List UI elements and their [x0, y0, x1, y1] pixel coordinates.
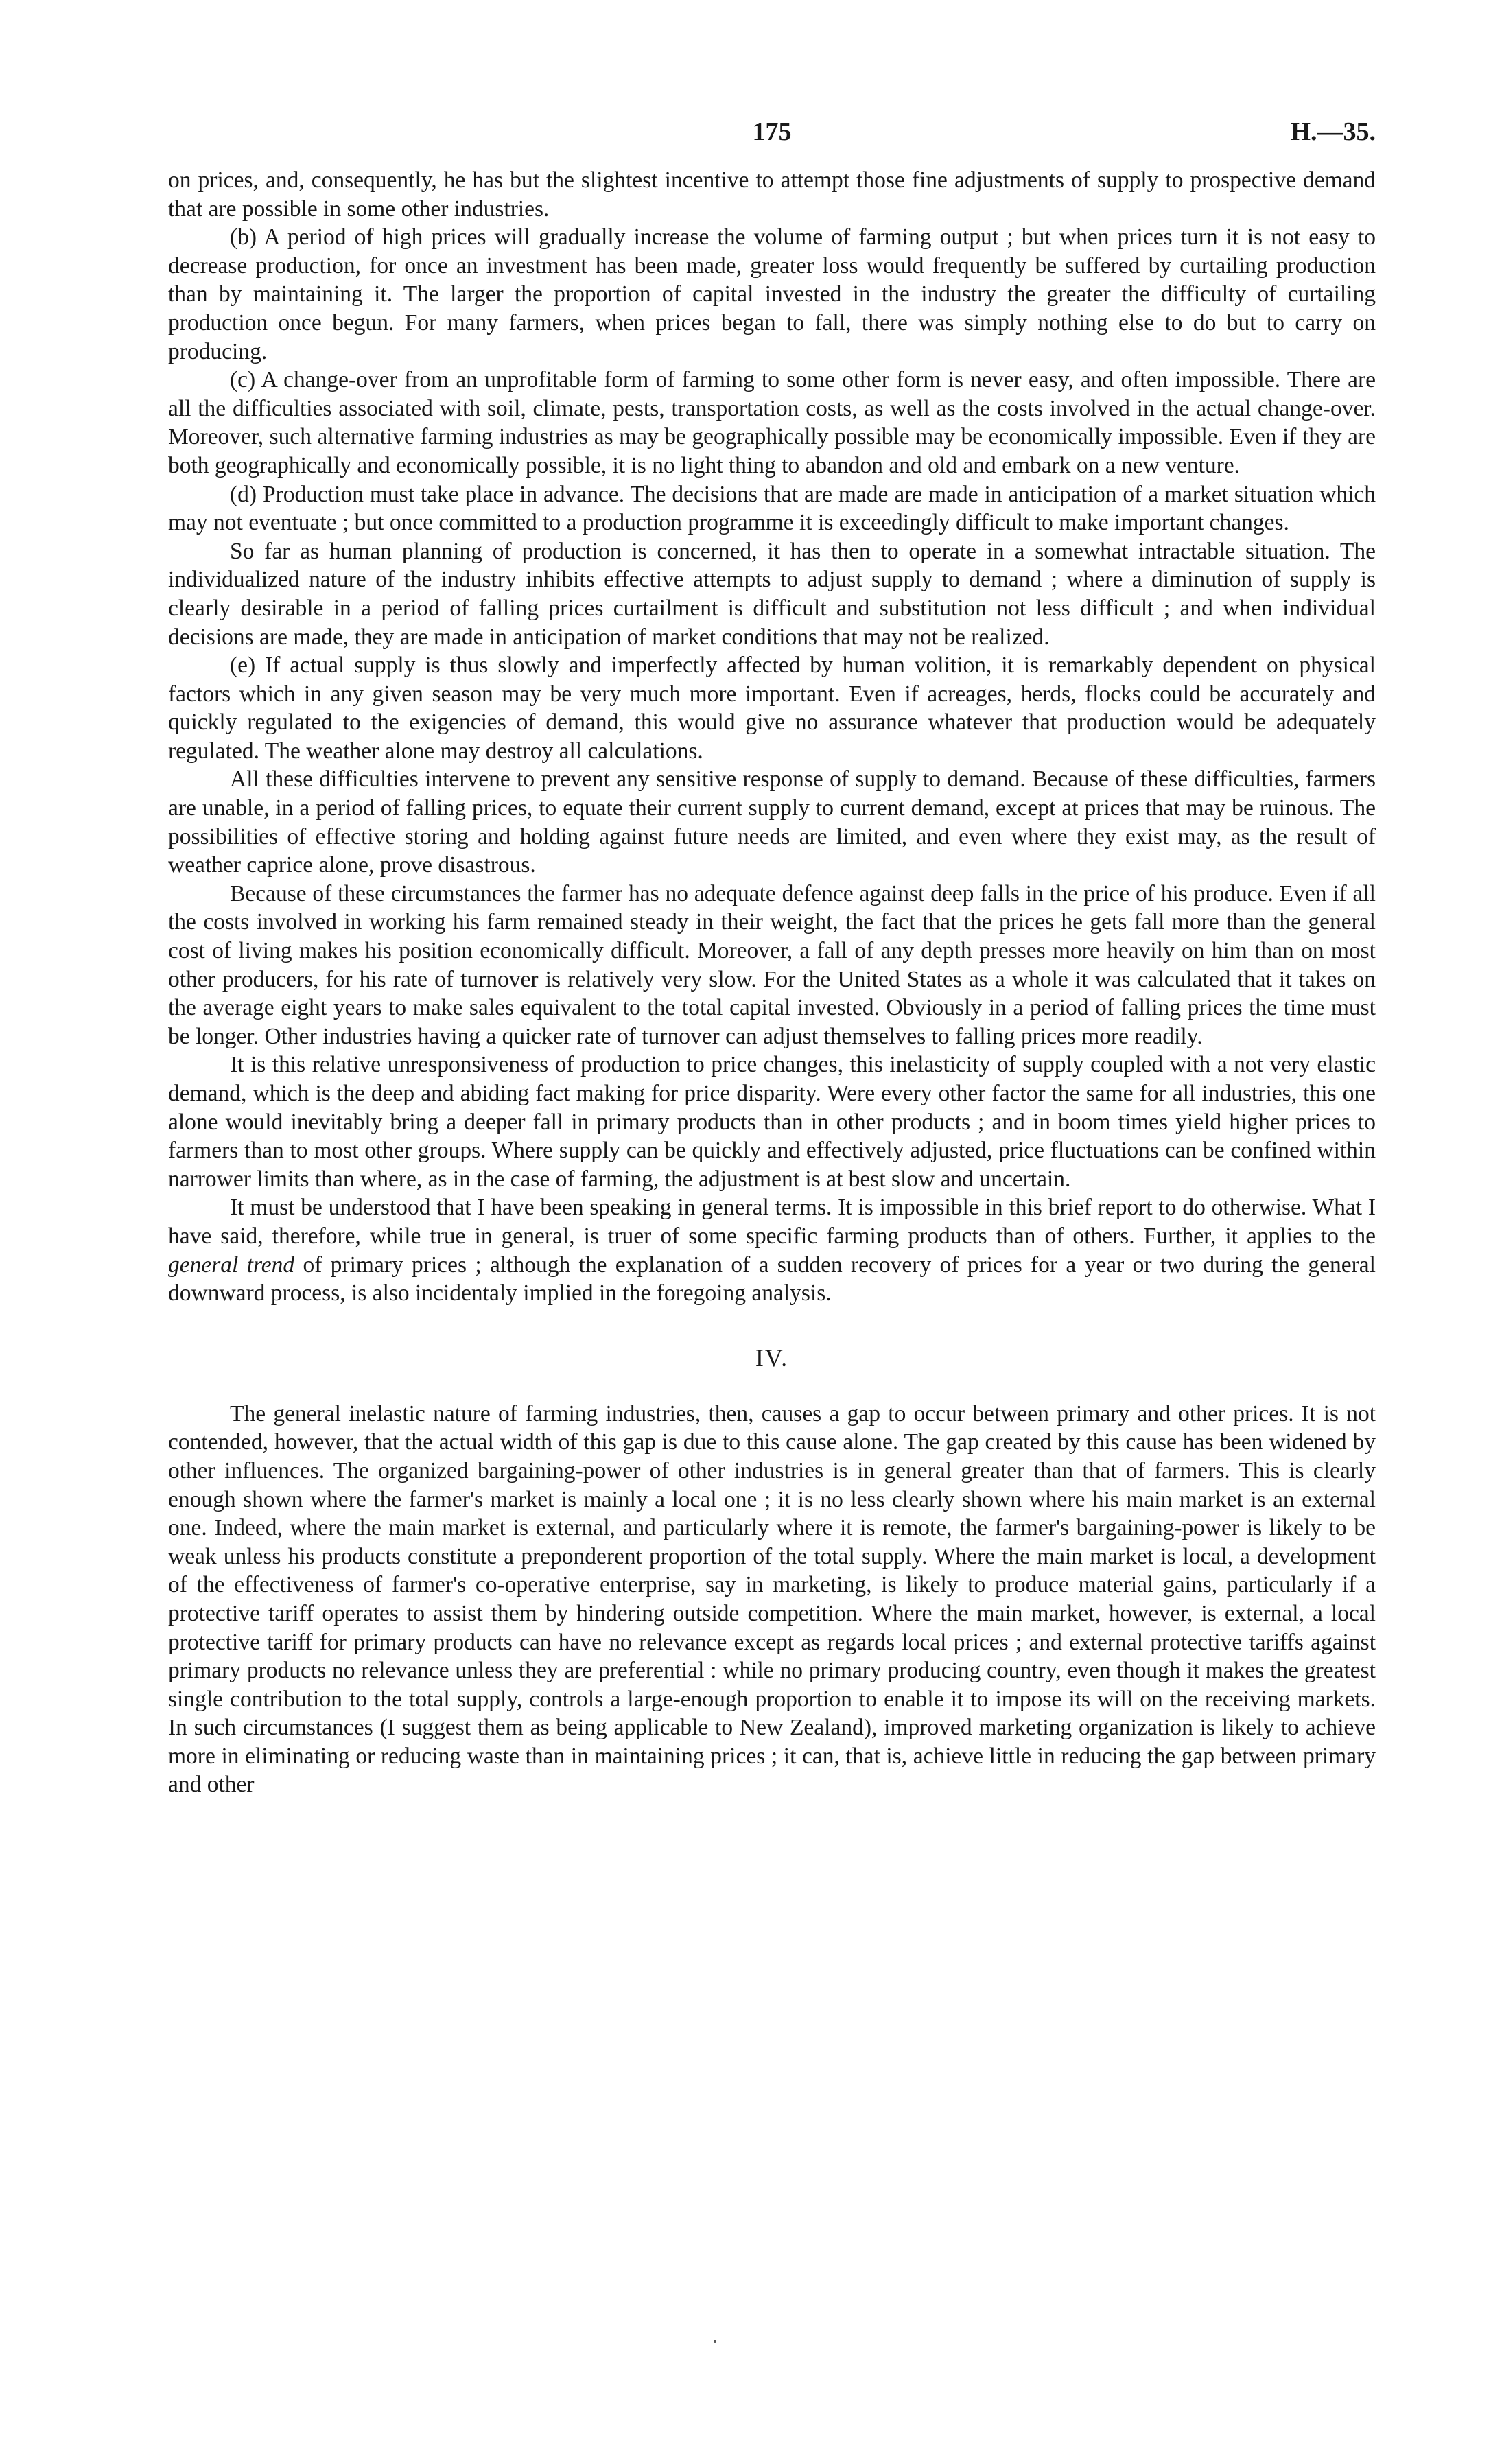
paragraph-e: (e) If actual supply is thus slowly and imperfectly affected by human volition, it is remarkably dependent on physical factors which in any given season may be very much more important. Even if acreages, herds, flocks could be accurately and quickly regulated to the exigencies of demand, this would give no assurance whatever that production would be adequately regulated. The weather alone may destroy all calculations.	[168, 653, 1376, 764]
paragraph-general-terms	[168, 1193, 1376, 1307]
paragraph-b: (b) A period of high prices will gradually increase the volume of farming output ; but when prices turn it is not easy to decrease production, for once an investment has been made, greater loss would frequently be suffered by curtailing production than by maintaining it. The larger the proportion of capital invested in the industry the greater the difficulty of curtailing production once begun. For many farmers, when prices began to fall, there was simply nothing else to do but to carry on producing.	[168, 224, 1376, 364]
paragraph-c: (c) A change-over from an unprofitable form of farming to some other form is never easy, and often impossible. There are all the difficulties associated with soil, climate, pests, transportation costs, as well as the costs involved in the actual change-over. Moreover, such alternative farming industries as may be geographically possible may be economically impossible. Even if they are both geographically and economically possible, it is no light thing to abandon and old and embark on a new venture.	[168, 367, 1376, 478]
document-code: H.—35.	[1290, 117, 1376, 146]
paragraph-planning: So far as human planning of production is concerned, it has then to operate in a somewhat intractable situation. The individualized nature of the industry inhibits effective attempts to adjust supply to demand ; where a diminution of supply is clearly desirable in a period of falling prices curtailment is difficult and substitution not less difficult ; and when individual decisions are made, they are made in anticipation of market conditions that may not be realized.	[168, 538, 1376, 650]
body-text	[168, 166, 1376, 1799]
page-number: 175	[752, 117, 792, 146]
paragraph-section-four: The general inelastic nature of farming industries, then, causes a gap to occur between primary and other prices. It is not contended, however, that the actual width of this gap is due to this cause alone. The gap created by this cause has been widened by other influences. The organized bargaining-power of other industries is in general greater than that of farmers. This is clearly enough shown where the farmer's market is mainly a local one ; it is no less clearly shown where his main market is an external one. Indeed, where the main market is external, and particularly where it is remote, the farmer's bargaining-power is likely to be weak unless his products constitute a preponderent proportion of the total supply. Where the main market is local, a development of the effectiveness of farmer's co-operative enterprise, say in marketing, is likely to produce material gains, particularly if a protective tariff operates to assist them by hindering outside competition. Where the main market, however, is external, a local protective tariff for primary products can have no relevance except as regards local prices ; and external protective tariffs against primary products no relevance unless they are preferential : while no primary producing country, even though it makes the greatest single contribution to the total supply, controls a large-enough proportion to enable it to impose its will on the receiving markets. In such circumstances (I suggest them as being applicable to New Zealand), improved marketing organization is likely to achieve more in eliminating or reducing waste than in maintaining prices ; it can, that is, achieve little in reducing the gap between primary and other	[168, 1400, 1376, 1798]
paragraph-difficulties: All these difficulties intervene to prevent any sensitive response of supply to demand. Because of these difficulties, farmers are unable, in a period of falling prices, to equate their current supply to current demand, except at prices that may be ruinous. The possibilities of effective storing and holding against future needs are limited, and even where they exist may, as the result of weather caprice alone, prove disastrous.	[168, 766, 1376, 878]
paragraph-d: (d) Production must take place in advance. The decisions that are made are made in anticipation of a market situation which may not eventuate ; but once committed to a production programme it is exceedingly difficult to make important changes.	[168, 481, 1376, 536]
paragraph-unresponsiveness: It is this relative unresponsiveness of production to price changes, this inelasticity of supply coupled with a not very elastic demand, which is the deep and abiding fact making for price disparity. Were every other factor the same for all industries, this one alone would inevitably bring a deeper fall in primary products than in other products ; and in boom times yield higher prices to farmers than to most other groups. Where supply can be quickly and effectively adjusted, price fluctuations can be confined within narrower limits than where, as in the case of farming, the adjustment is at best slow and uncertain.	[168, 1052, 1376, 1192]
page-mark	[714, 2340, 716, 2343]
document-page	[168, 110, 1376, 1799]
emphasis-text: general trend	[168, 1252, 295, 1278]
paragraph-continuation: on prices, and, consequently, he has but the slightest incentive to attempt those fine adjustments of supply to prospective demand that are possible in some other industries.	[168, 167, 1376, 222]
page-header	[168, 110, 1376, 158]
text-run: of primary prices ; although the explanation of a sudden recovery of prices for a year or two during the general downward process, is also incidentaly implied in the foregoing analysis.	[168, 1252, 1376, 1306]
section-heading: IV.	[755, 1344, 789, 1372]
text-run: It must be understood that I have been speaking in general terms. It is impossible in this brief report to do otherwise. What I have said, therefore, while true in general, is truer of some specific farming products than of others. Further, it applies to the	[168, 1195, 1376, 1249]
paragraph-circumstances: Because of these circumstances the farmer has no adequate defence against deep falls in the price of his produce. Even if all the costs involved in working his farm remained steady in their weight, the fact that the prices he gets fall more than the general cost of living makes his position economically difficult. Moreover, a fall of any depth presses more heavily on him than on most other producers, for his rate of turnover is relatively very slow. For the United States as a whole it was calculated that it takes on the average eight years to make sales equivalent to the total capital invested. Obviously in a period of falling prices the time must be longer. Other industries having a quicker rate of turnover can adjust themselves to falling prices more readily.	[168, 880, 1376, 1049]
